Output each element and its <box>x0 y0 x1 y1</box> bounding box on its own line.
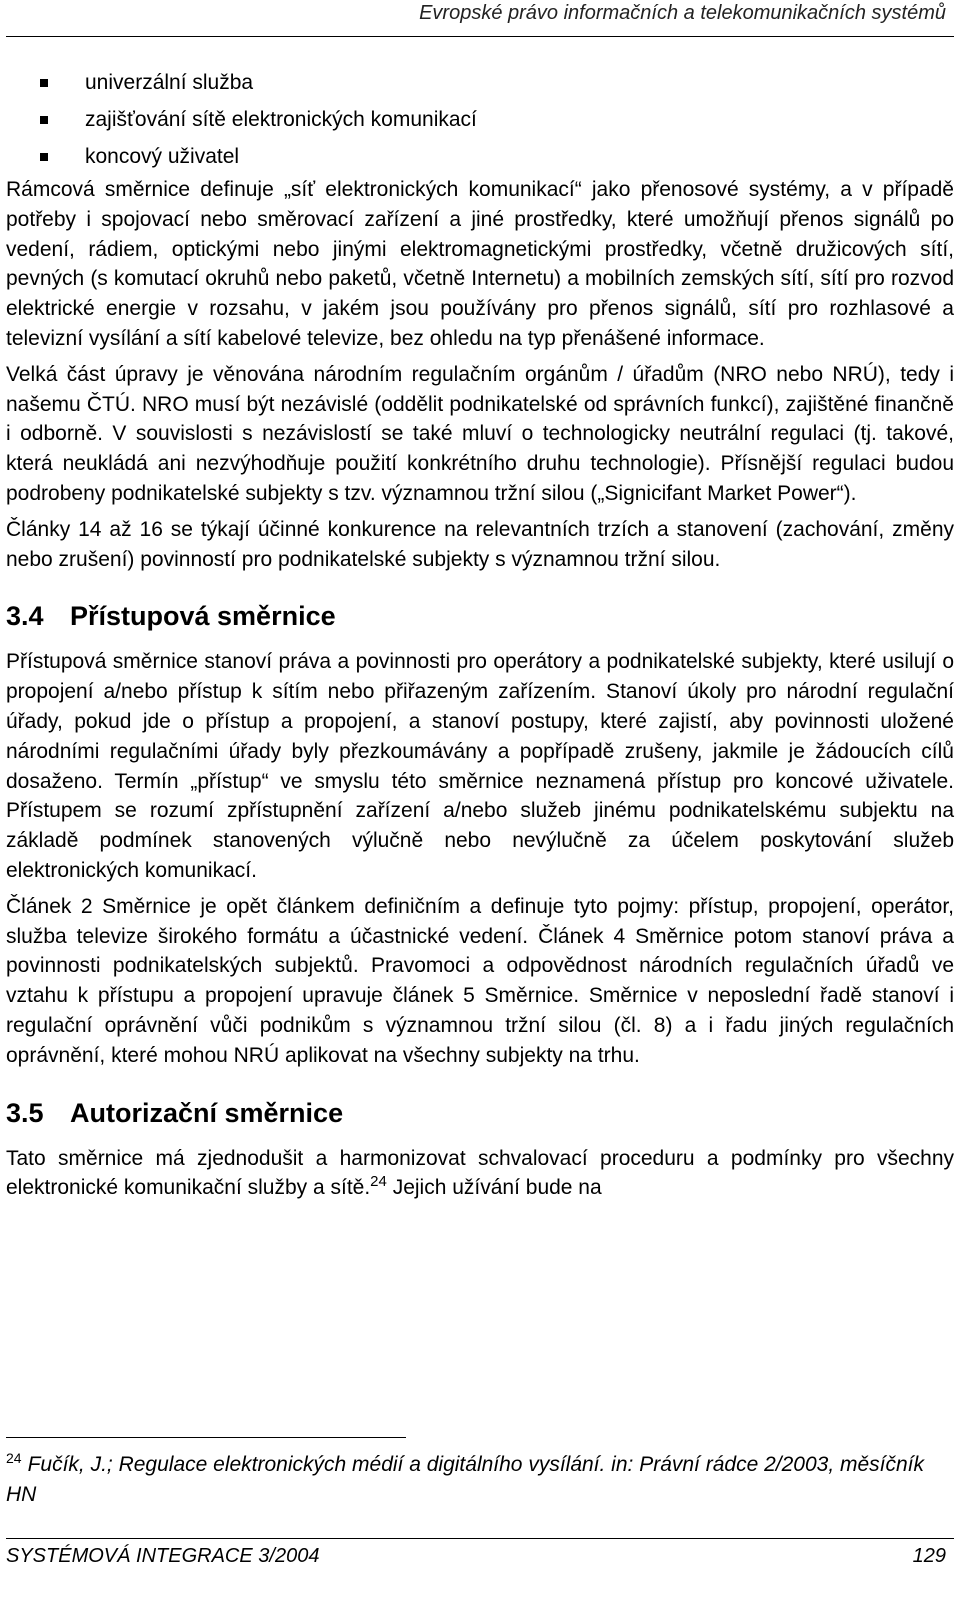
paragraph-access-directive: Přístupová směrnice stanoví práva a povinnosti pro operátory a podnikatelské subjekty, které usilují o propojení a/nebo přístup k sítím nebo přiřazeným zařízením. Stanoví úkoly pro národní regulační úřady, pokud jde o přístup a propojení, a stanoví postupy, které zajistí, aby povinnosti uložené národními regulačními úřady byly přezkoumávány a popřípadě zrušeny, jakmile je žádoucích cílů dosaženo. Termín „přístup“ ve smyslu této směrnice neznamená přístup pro koncové uživatele. Přístupem se rozumí zpřístupnění zařízení a/nebo služeb jinému podnikatelskému subjektu na základě podmínek stanovených výlučně nebo nevýlučně za účelem poskytování služeb elektronických komunikací. <box>6 650 954 882</box>
section-number: 3.5 <box>6 1097 44 1128</box>
definition-list <box>6 64 954 175</box>
footer-divider <box>6 1538 954 1539</box>
header-divider <box>6 36 954 37</box>
paragraph-text: Tato směrnice má zjednodušit a harmonizovat schvalovací proceduru a podmínky pro všechny elektronické komunikační služby a sítě. <box>6 1146 954 1200</box>
section-heading-3-5 <box>6 1096 954 1130</box>
running-header: Evropské právo informačních a telekomunikačních systémů <box>419 2 946 24</box>
footnote-mark: 24 <box>6 1450 22 1466</box>
list-item: univerzální služba <box>6 64 954 101</box>
paragraph-articles-14-16: Články 14 až 16 se týkají účinné konkurence na relevantních trzích a stanovení (zachování, změny nebo zrušení) povinností pro podnikatelské subjekty s významnou tržní silou. <box>6 517 954 571</box>
list-item: zajišťování sítě elektronických komunikací <box>6 101 954 138</box>
footer-journal: SYSTÉMOVÁ INTEGRACE 3/2004 <box>6 1545 320 1567</box>
list-item: koncový uživatel <box>6 138 954 175</box>
footnote <box>6 1450 954 1510</box>
footnote-reference: 24 <box>370 1173 387 1191</box>
footnote-divider <box>6 1437 406 1438</box>
page-content <box>6 64 954 1203</box>
paragraph-authorisation-directive <box>6 1144 954 1204</box>
paragraph-article-2: Článek 2 Směrnice je opět článkem definičním a definuje tyto pojmy: přístup, propojení, operátor, služba televize širokého formátu a účastnické vedení. Článek 4 Směrnice potom stanoví práva a povinnosti podnikatelských subjektů. Pravomoci a odpovědnost národních regulačních úřadů ve vztahu k přístupu a propojení upravuje článek 5 Směrnice. Směrnice v neposlední řadě stanoví i regulační oprávnění vůči podnikům s významnou tržní silou (čl. 8) a i řadu jiných regulačních oprávnění, které mohou NRÚ aplikovat na všechny subjekty na trhu. <box>6 894 954 1067</box>
page-number: 129 <box>912 1545 946 1567</box>
section-title: Autorizační směrnice <box>70 1097 344 1128</box>
paragraph-network-definition: Rámcová směrnice definuje „síť elektronických komunikací“ jako přenosové systémy, a v případě potřeby i spojovací nebo směrovací zařízení a jiné prostředky, které umožňují přenos signálů po vedení, rádiem, optickými nebo jinými elektromagnetickými prostředky, včetně družicových sítí, pevných (s komutací okruhů nebo paketů, včetně Internetu) a mobilních zemských sítí, sítí pro rozvod elektrické energie v rozsahu, v jakém jsou používány pro přenos signálů, sítí pro rozhlasové a televizní vysílání a sítí kabelové televize, bez ohledu na typ přenášené informace. <box>6 178 954 350</box>
footnote-text: Fučík, J.; Regulace elektronických médií a digitálního vysílání. in: Právní rádce 2/2003, měsíčník HN <box>6 1453 925 1506</box>
paragraph-text: Jejich užívání bude na <box>386 1176 602 1200</box>
section-number: 3.4 <box>6 601 44 632</box>
section-heading-3-4 <box>6 599 954 633</box>
section-title: Přístupová směrnice <box>70 601 336 632</box>
paragraph-regulators: Velká část úpravy je věnována národním regulačním orgánům / úřadům (NRO nebo NRÚ), tedy i našemu ČTÚ. NRO musí být nezávislé (oddělit podnikatelské od správních funkcí), zajištěné finančně i odborně. V souvislosti s nezávislostí se také mluví o technologicky neutrální regulaci (tj. takové, která neukládá ani nezvýhodňuje použití konkrétního druhu technologie). Přísnější regulaci budou podrobeny podnikatelské subjekty s tzv. významnou tržní silou („Signicifant Market Power“). <box>6 362 954 505</box>
